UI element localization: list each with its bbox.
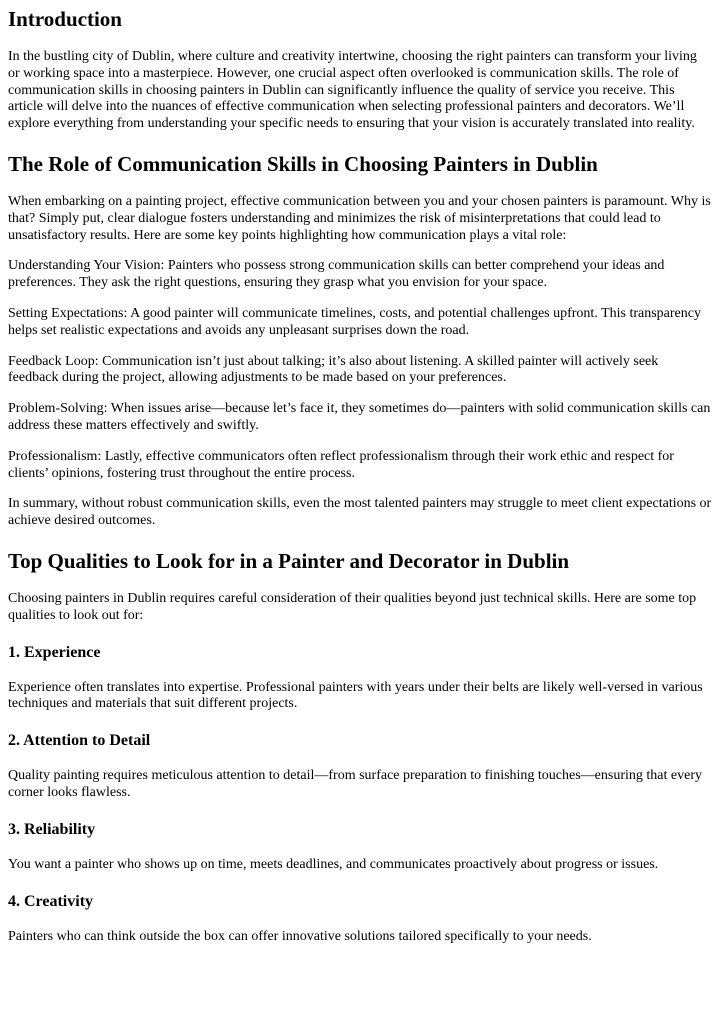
article [0,6,720,945]
role-point-problem-solving: Problem-Solving: When issues arise—because let’s face it, they sometimes do—painters with solid communication skills can address these matters effectively and swiftly. [8,401,711,433]
role-point-understanding-vision: Understanding Your Vision: Painters who possess strong communication skills can better comprehend your ideas and preferences. They ask the right questions, ensuring they grasp what you envision for your space. [8,258,665,291]
role-point-feedback-loop: Feedback Loop: Communication isn’t just about talking; it’s also about listening. A skilled painter will actively seek feedback during the project, allowing adjustments to be made based on your preferences. [8,353,659,386]
quality-text-reliability: You want a painter who shows up on time, meets deadlines, and communicates proactively about progress or issues. [8,856,659,872]
role-point-professionalism: Professionalism: Lastly, effective communicators often reflect professionalism through their work ethic and respect for clients’ opinions, fostering trust throughout the entire process. [8,448,674,481]
role-section-summary: In summary, without robust communication skills, even the most talented painters may struggle to meet client expectations or achieve desired outcomes. [8,496,712,529]
quality-title-reliability: 3. Reliability [8,820,96,838]
qualities-section-heading: Top Qualities to Look for in a Painter and Decorator in Dublin [8,548,570,573]
quality-text-experience: Experience often translates into expertise. Professional painters with years under their belts are likely well-versed in various techniques and materials that suit different projects. [8,679,703,712]
introduction-paragraph: In the bustling city of Dublin, where culture and creativity intertwine, choosing the right painters can transform your living or working space into a masterpiece. However, one crucial aspect often overlooked is communication skills. The role of communication skills in choosing painters in Dublin can significantly influence the quality of service you receive. This article will delve into the nuances of effective communication when selecting professional painters and decorators. We’ll explore everything from understanding your specific needs to ensuring that your vision is accurately translated into reality. [8,49,697,132]
quality-text-attention-to-detail: Quality painting requires meticulous attention to detail—from surface preparation to finishing touches—ensuring that every corner looks flawless. [8,768,702,800]
role-section-intro: When embarking on a painting project, effective communication between you and your chosen painters is paramount. Why is that? Simply put, clear dialogue fosters understanding and minimizes the risk of misinterpretations that could lead to unsatisfactory results. Here are some key points highlighting how communication plays a vital role: [8,193,711,243]
qualities-section-intro: Choosing painters in Dublin requires careful consideration of their qualities beyond just technical skills. Here are some top qualities to look out for: [8,590,697,623]
quality-text-creativity: Painters who can think outside the box can offer innovative solutions tailored specifically to your needs. [8,928,592,944]
quality-title-experience: 1. Experience [8,643,101,661]
quality-title-creativity: 4. Creativity [8,892,94,910]
introduction-heading: Introduction [8,7,122,31]
role-point-setting-expectations: Setting Expectations: A good painter will communicate timelines, costs, and potential challenges upfront. This transparency helps set realistic expectations and avoids any unpleasant surprises down the road. [8,305,701,338]
role-section-heading: The Role of Communication Skills in Choosing Painters in Dublin [8,151,598,176]
quality-title-attention-to-detail: 2. Attention to Detail [8,732,151,750]
